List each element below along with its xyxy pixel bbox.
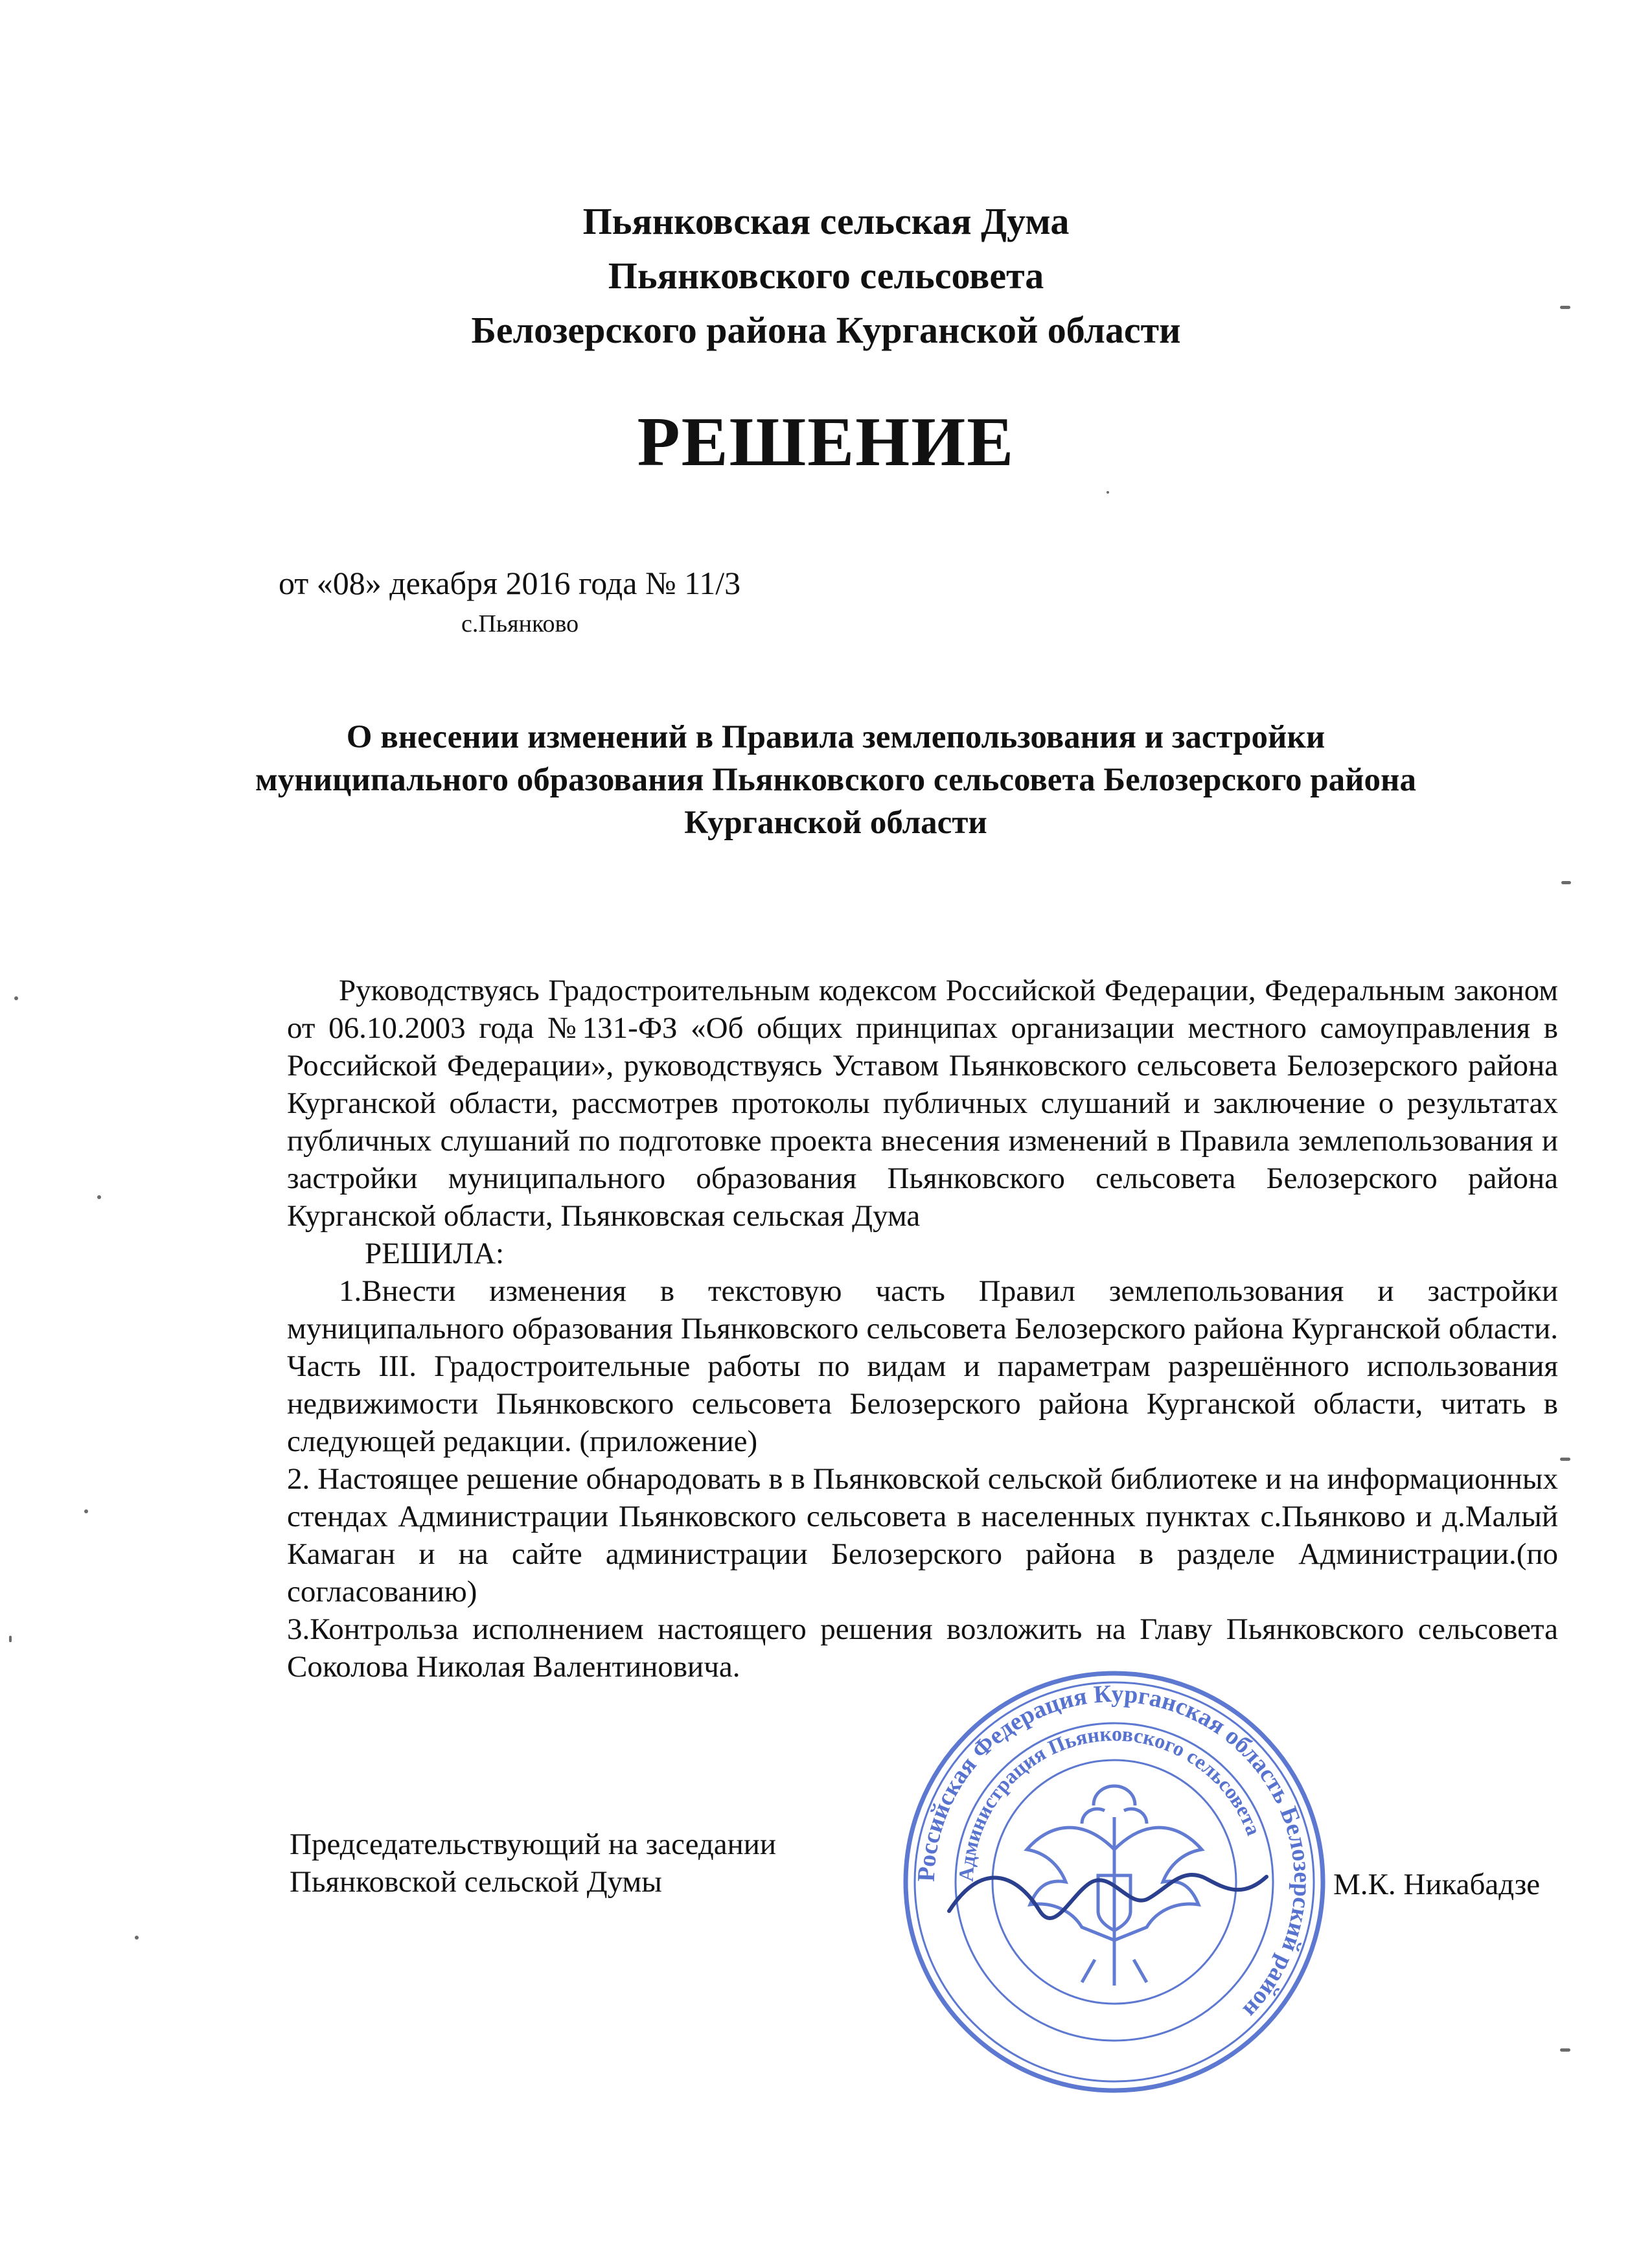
scan-speck — [1560, 2048, 1570, 2052]
signatory-position — [290, 1826, 776, 1901]
signatory-position-line-1: Председательствующий на заседании — [290, 1827, 777, 1861]
seal-outer-text: Российская Федерация Курганская область Белозерский район — [912, 1680, 1316, 2024]
decision-item-2: 2. Настоящее решение обнародовать в в Пьянковской сельской библиотеке и на информационных стендах Администрации Пьянковского сельсовета в населенных пунктах с.Пьянково и д.Малый Камаган и на сайте администрации Белозерского района в разделе Администрации.(по согласованию) — [287, 1462, 1558, 1609]
issuing-body-header — [0, 194, 1652, 358]
decision-item-1: 1.Внести изменения в текстовую часть Правил землепользования и застройки муниципального образования Пьянковского сельсовета Белозерского района Курганской области. Часть III. Градостроительные работы по видам и параметрам разрешённого использования недвижимости Пьянковского сельсовета Белозерского района Курганской области, читать в следующей редакции. (приложение) — [287, 1274, 1558, 1458]
seal-inner-text: Администрация Пьянковского сельсовета — [954, 1721, 1266, 1883]
signatory-position-line-2: Пьянковской сельской Думы — [290, 1865, 662, 1899]
scan-speck — [1560, 1458, 1570, 1461]
signatory-name: М.К. Никабадзе — [1333, 1868, 1541, 1901]
document-body — [287, 972, 1558, 1686]
header-line-1: Пьянковская сельская Дума — [582, 200, 1070, 242]
document-type-title: РЕШЕНИЕ — [637, 404, 1015, 481]
scan-speck — [1561, 881, 1571, 884]
header-line-3: Белозерского района Курганской области — [471, 309, 1181, 351]
scan-speck — [135, 1936, 139, 1940]
scan-speck — [1107, 491, 1109, 494]
header-line-2: Пьянковского сельсовета — [608, 255, 1044, 297]
decision-item-3: 3.Контрольза исполнением настоящего решения возложить на Главу Пьянковского сельсовета Соколова Николая Валентиновича. — [287, 1612, 1558, 1684]
document-place: с.Пьянково — [461, 610, 579, 637]
decided-label: РЕШИЛА: — [365, 1237, 505, 1270]
scan-speck — [84, 1509, 88, 1513]
scan-speck — [9, 1636, 12, 1642]
document-subject: О внесении изменений в Правила землепользования и застройки муниципального образования Пьянковского сельсовета Белозерского района Курганской области — [255, 719, 1416, 841]
official-seal-stamp — [888, 1655, 1341, 2109]
scan-speck — [97, 1195, 101, 1199]
document-date-number: от «08» декабря 2016 года № 11/3 — [279, 565, 741, 601]
preamble-paragraph: Руководствуясь Градостроительным кодексом Российской Федерации, Федеральным законом от 06.10.2003 года №131-ФЗ «Об общих принципах организации местного самоуправления в Российской Федерации», руководствуясь Уставом Пьянковского сельсовета Белозерского района Курганской области, рассмотрев протоколы публичных слушаний и заключение о результатах публичных слушаний по подготовке проекта внесения изменений в Правила землепользования и застройки муниципального образования Пьянковского сельсовета Белозерского района Курганской области, Пьянковская сельская Дума — [287, 974, 1558, 1233]
scan-speck — [1560, 306, 1570, 309]
scan-speck — [14, 996, 18, 1000]
